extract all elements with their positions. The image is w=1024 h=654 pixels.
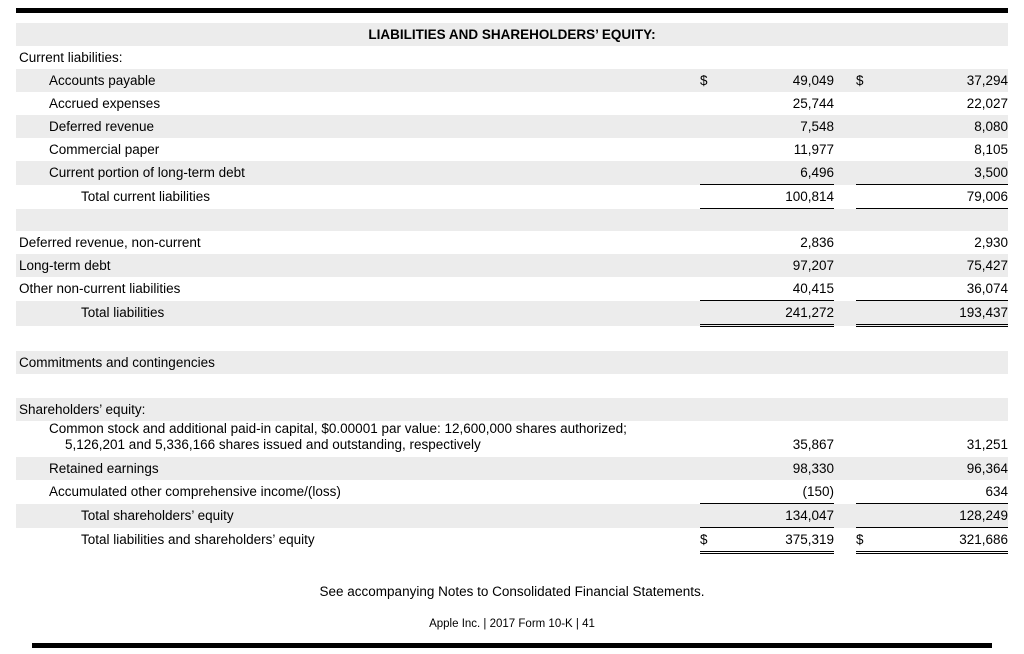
column-gap	[834, 277, 856, 301]
table-row	[16, 277, 1008, 301]
value-col2: 22,027	[966, 95, 1009, 111]
value-col2: 8,105	[974, 141, 1009, 157]
value-col2	[884, 398, 1008, 421]
row-label-line2: 5,126,201 and 5,336,166 shares issued and outstanding, respectively	[65, 437, 481, 452]
value-col2: 2,930	[974, 234, 1009, 250]
column-gap	[834, 254, 856, 277]
row-label: Total liabilities	[81, 305, 165, 320]
dollar-sign-col2: $	[856, 528, 884, 553]
value-col1: 375,319	[728, 528, 834, 553]
dollar-sign-col2	[856, 46, 884, 69]
value-col2: 31,251	[966, 437, 1009, 452]
dollar-sign-col2	[856, 231, 884, 254]
value-col2: 79,006	[884, 185, 1008, 209]
dollar-sign-col1	[700, 231, 728, 254]
table-title-row	[16, 23, 1008, 46]
column-gap	[834, 504, 856, 528]
row-label: Current liabilities:	[19, 49, 123, 65]
table-row	[16, 69, 1008, 92]
value-col1: 7,548	[800, 118, 834, 134]
dollar-sign-col1	[700, 480, 728, 504]
row-label: Accounts payable	[49, 72, 156, 88]
dollar-sign-col2	[856, 480, 884, 504]
dollar-sign-col1	[700, 115, 728, 138]
column-gap	[834, 161, 856, 185]
column-gap	[834, 138, 856, 161]
value-col2: 193,437	[884, 301, 1008, 326]
column-gap	[834, 69, 856, 92]
dollar-sign-col2	[856, 277, 884, 301]
dollar-sign-col2	[856, 301, 884, 326]
row-label: Commercial paper	[49, 141, 160, 157]
balance-sheet-table	[16, 23, 1008, 554]
dollar-sign-col2	[856, 351, 884, 374]
dollar-sign-col1	[700, 504, 728, 528]
dollar-sign-col2	[856, 421, 884, 457]
table-row	[16, 115, 1008, 138]
value-col1: 49,049	[792, 72, 834, 88]
value-col2: 96,364	[966, 460, 1009, 476]
table-row	[16, 351, 1008, 374]
table-title: LIABILITIES AND SHAREHOLDERS’ EQUITY:	[368, 26, 656, 42]
dollar-sign-col1: $	[700, 72, 708, 88]
row-label: Accumulated other comprehensive income/(loss)	[49, 483, 341, 499]
column-gap	[834, 351, 856, 374]
value-col2: 37,294	[966, 72, 1009, 88]
balance-sheet-body	[16, 23, 1008, 553]
row-label: Total liabilities and shareholders’ equity	[81, 532, 315, 547]
table-row	[16, 138, 1008, 161]
column-gap	[834, 421, 856, 457]
footer-pageline: Apple Inc. | 2017 Form 10-K | 41	[429, 618, 595, 630]
row-label: Other non-current liabilities	[19, 280, 181, 296]
column-gap	[834, 92, 856, 115]
row-label: Commitments and contingencies	[19, 354, 215, 370]
row-label: Retained earnings	[49, 460, 159, 476]
row-label: Deferred revenue	[49, 118, 155, 134]
dollar-sign-col2	[856, 115, 884, 138]
dollar-sign-col1	[700, 351, 728, 374]
dollar-sign-col2	[856, 161, 884, 185]
spacer-row	[16, 209, 1008, 232]
column-gap	[834, 301, 856, 326]
value-col1	[728, 398, 834, 421]
value-col1: 100,814	[728, 185, 834, 209]
table-row	[16, 480, 1008, 504]
dollar-sign-col2	[856, 504, 884, 528]
value-col2: 634	[884, 480, 1008, 504]
value-col1: 134,047	[728, 504, 834, 528]
dollar-sign-col2: $	[856, 72, 864, 88]
dollar-sign-col2	[856, 457, 884, 480]
spacer-cell	[16, 209, 1008, 232]
value-col1: 40,415	[728, 277, 834, 301]
table-row	[16, 504, 1008, 528]
dollar-sign-col1	[700, 138, 728, 161]
spacer-cell	[16, 326, 1008, 352]
dollar-sign-col2	[856, 138, 884, 161]
row-label: Deferred revenue, non-current	[19, 234, 201, 250]
value-col2: 36,074	[884, 277, 1008, 301]
dollar-sign-col1	[700, 92, 728, 115]
table-row	[16, 254, 1008, 277]
document-page	[0, 8, 1024, 654]
value-col1: 35,867	[792, 437, 834, 452]
row-label: Total current liabilities	[81, 188, 211, 204]
dollar-sign-col2	[856, 254, 884, 277]
row-label: Long-term debt	[19, 257, 111, 273]
spacer-row	[16, 326, 1008, 352]
table-row	[16, 46, 1008, 69]
value-col1: 97,207	[792, 257, 834, 273]
column-gap	[834, 185, 856, 209]
column-gap	[834, 46, 856, 69]
value-col1: 25,744	[792, 95, 834, 111]
row-label: Current portion of long-term debt	[49, 164, 245, 180]
dollar-sign-col2	[856, 398, 884, 421]
value-col2: 321,686	[884, 528, 1008, 553]
table-row	[16, 398, 1008, 421]
table-row	[16, 301, 1008, 326]
column-gap	[834, 528, 856, 553]
table-row	[16, 185, 1008, 209]
row-label: Accrued expenses	[49, 95, 161, 111]
row-label: Total shareholders’ equity	[81, 507, 234, 523]
top-rule	[16, 8, 1008, 13]
table-row	[16, 528, 1008, 553]
dollar-sign-col1	[700, 457, 728, 480]
value-col1: 6,496	[728, 161, 834, 185]
dollar-sign-col2	[856, 185, 884, 209]
value-col2: 8,080	[974, 118, 1009, 134]
value-col2: 75,427	[966, 257, 1009, 273]
spacer-cell	[16, 374, 1008, 398]
dollar-sign-col1	[700, 421, 728, 457]
table-row	[16, 92, 1008, 115]
row-label	[16, 421, 700, 457]
column-gap	[834, 480, 856, 504]
dollar-sign-col1: $	[700, 528, 728, 553]
dollar-sign-col1	[700, 161, 728, 185]
value-col1: 241,272	[728, 301, 834, 326]
dollar-sign-col1	[700, 46, 728, 69]
column-gap	[834, 398, 856, 421]
table-row	[16, 457, 1008, 480]
spacer-row	[16, 374, 1008, 398]
dollar-sign-col1	[700, 277, 728, 301]
value-col2: 3,500	[884, 161, 1008, 185]
value-col1: (150)	[728, 480, 834, 504]
row-label-line1: Common stock and additional paid-in capital, $0.00001 par value: 12,600,000 shares authorized;	[49, 421, 627, 436]
value-col2: 128,249	[884, 504, 1008, 528]
row-label: Shareholders’ equity:	[19, 401, 146, 417]
table-row	[16, 161, 1008, 185]
footer-note: See accompanying Notes to Consolidated Financial Statements.	[319, 584, 705, 599]
value-col1	[728, 46, 834, 69]
value-col1: 98,330	[792, 460, 834, 476]
column-gap	[834, 231, 856, 254]
dollar-sign-col1	[700, 254, 728, 277]
value-col1: 2,836	[800, 234, 834, 250]
dollar-sign-col1	[700, 185, 728, 209]
column-gap	[834, 115, 856, 138]
value-col2	[884, 351, 1008, 374]
column-gap	[834, 457, 856, 480]
value-col1: 11,977	[793, 141, 834, 157]
table-row	[16, 421, 1008, 457]
dollar-sign-col2	[856, 92, 884, 115]
dollar-sign-col1	[700, 398, 728, 421]
value-col1	[728, 351, 834, 374]
dollar-sign-col1	[700, 301, 728, 326]
value-col2	[884, 46, 1008, 69]
table-row	[16, 231, 1008, 254]
